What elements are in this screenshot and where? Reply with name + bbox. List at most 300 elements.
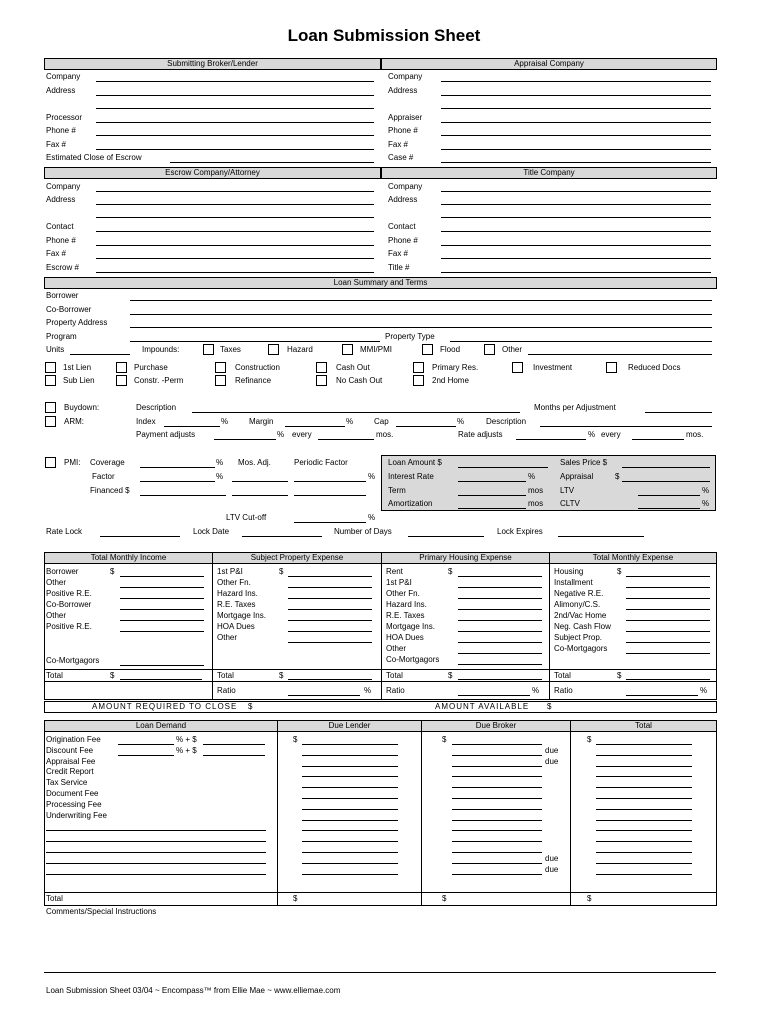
- number-days-label: Number of Days: [334, 527, 392, 536]
- due-broker-field[interactable]: [452, 852, 542, 853]
- housing-row-label: R.E. Taxes: [386, 611, 425, 620]
- demand-total-field[interactable]: [596, 852, 692, 853]
- demand-total-field[interactable]: [596, 798, 692, 799]
- units-label: Units: [46, 345, 65, 354]
- income-row-field[interactable]: [120, 609, 204, 610]
- appraisal-case-field[interactable]: [441, 162, 711, 163]
- factor-pct: %: [216, 472, 224, 481]
- subject-ratio-pct: %: [364, 686, 372, 695]
- housing-row-field[interactable]: [458, 620, 542, 621]
- flood-checkbox[interactable]: [422, 344, 433, 355]
- amortization-label: Amortization: [388, 499, 433, 508]
- housing-total-field[interactable]: [458, 679, 542, 680]
- units-field[interactable]: [70, 354, 130, 355]
- expense-row-label: Installment: [554, 578, 593, 587]
- subject-total-dollar: $: [279, 671, 284, 680]
- escrow-number-field[interactable]: [96, 272, 374, 273]
- demand-amt-field[interactable]: [203, 755, 265, 756]
- amortization-mos: mos: [528, 499, 544, 508]
- payment-pct: %: [277, 430, 285, 439]
- housing-row-field[interactable]: [458, 576, 542, 577]
- demand-total-field[interactable]: [596, 755, 692, 756]
- investment-checkbox[interactable]: [512, 362, 523, 373]
- escrow-phone-label: Phone #: [46, 236, 76, 245]
- pmi-checkbox[interactable]: [45, 457, 56, 468]
- sales-price-field[interactable]: [622, 467, 710, 468]
- due-broker-field[interactable]: [452, 820, 542, 821]
- ltv-label: LTV: [560, 486, 575, 495]
- title-address-field[interactable]: [441, 204, 711, 205]
- subject-row-field[interactable]: [288, 642, 372, 643]
- ltv-cutoff-label: LTV Cut-off: [226, 513, 267, 522]
- title-company-field[interactable]: [441, 191, 711, 192]
- cltv-label: CLTV: [560, 499, 580, 508]
- due-lender-field[interactable]: [302, 841, 398, 842]
- expense-row-label: Co-Mortgagors: [554, 644, 608, 653]
- loan-amount-field[interactable]: [458, 467, 548, 468]
- program-field[interactable]: [130, 341, 380, 342]
- income-row-label: Co-Borrower: [46, 600, 92, 609]
- mmi-checkbox[interactable]: [342, 344, 353, 355]
- index-label: Index: [136, 417, 156, 426]
- subject-row-field[interactable]: [288, 609, 372, 610]
- arm-checkbox[interactable]: [45, 416, 56, 427]
- mos-adj-field-2[interactable]: [232, 495, 288, 496]
- coverage-field[interactable]: [140, 467, 215, 468]
- refinance-checkbox[interactable]: [215, 375, 226, 386]
- escrow-company-label: Company: [46, 182, 81, 191]
- construction-checkbox[interactable]: [215, 362, 226, 373]
- due-lender-field[interactable]: [302, 852, 398, 853]
- due-marker: due: [545, 853, 559, 863]
- appraisal-fax-field[interactable]: [441, 149, 711, 150]
- housing-total-dollar: $: [448, 671, 453, 680]
- subject-row-label: 1st P&I: [217, 567, 243, 576]
- due-broker-field[interactable]: [452, 798, 542, 799]
- demand-pct-plus: % + $: [176, 745, 197, 755]
- broker-phone-label: Phone #: [46, 126, 76, 135]
- coborrower-field[interactable]: [130, 314, 712, 315]
- rate-lock-label: Rate Lock: [46, 527, 83, 536]
- due-lender-field[interactable]: [302, 863, 398, 864]
- expense-row-field[interactable]: [626, 620, 710, 621]
- demand-total-field[interactable]: [596, 787, 692, 788]
- due-lender-field[interactable]: [302, 755, 398, 756]
- expense-row-field[interactable]: [626, 653, 710, 654]
- housing-row-field[interactable]: [458, 587, 542, 588]
- property-address-label: Property Address: [46, 318, 108, 327]
- description2-field[interactable]: [540, 426, 712, 427]
- constr-perm-checkbox[interactable]: [116, 375, 127, 386]
- loan-demand-grid: [44, 720, 717, 906]
- housing-row-label: Hazard Ins.: [386, 600, 427, 609]
- subject-row-field[interactable]: [288, 631, 372, 632]
- lien1-label: 1st Lien: [63, 363, 92, 372]
- periodic-label: Periodic Factor: [294, 458, 348, 467]
- demand-total-field[interactable]: [596, 776, 692, 777]
- escrow-contact-field[interactable]: [96, 231, 374, 232]
- due-marker: due: [545, 745, 559, 755]
- expense-row-field[interactable]: [626, 576, 710, 577]
- title-address-label: Address: [388, 195, 418, 204]
- due-broker-field[interactable]: [452, 809, 542, 810]
- due-marker: due: [545, 864, 559, 874]
- description-field[interactable]: [192, 412, 520, 413]
- page-title: Loan Submission Sheet: [287, 26, 481, 45]
- appraisal-appraiser-field[interactable]: [441, 122, 711, 123]
- payment-mos-label: mos.: [376, 430, 394, 439]
- broker-company-label: Company: [46, 72, 81, 81]
- expense-total-dollar: $: [617, 671, 622, 680]
- ltv-cutoff-field[interactable]: [294, 522, 366, 523]
- demand-amt-field[interactable]: [203, 744, 265, 745]
- lock-date-field[interactable]: [242, 536, 322, 537]
- income-comortgagors-label: Co-Mortgagors: [46, 656, 100, 665]
- expense-row-label: Alimony/C.S.: [554, 600, 601, 609]
- escrow-header: Escrow Company/Attorney: [44, 167, 381, 179]
- demand-pct-field[interactable]: [118, 744, 174, 745]
- appraisal-phone-field[interactable]: [441, 135, 711, 136]
- housing-row-label: Rent: [386, 567, 403, 576]
- primary-checkbox[interactable]: [413, 362, 424, 373]
- due-lender-field[interactable]: [302, 830, 398, 831]
- due-broker-field[interactable]: [452, 787, 542, 788]
- demand-row-line[interactable]: [46, 852, 266, 853]
- subject-ratio-field[interactable]: [288, 695, 360, 696]
- buydown-label: Buydown:: [64, 403, 100, 412]
- broker-processor-field[interactable]: [96, 122, 374, 123]
- expense-row-label: Neg. Cash Flow: [554, 622, 611, 631]
- demand-total-field[interactable]: [596, 809, 692, 810]
- cashout-label: Cash Out: [336, 363, 370, 372]
- due-lender-field[interactable]: [302, 809, 398, 810]
- interest-field[interactable]: [458, 481, 526, 482]
- factor-label: Factor: [92, 472, 115, 481]
- construction-label: Construction: [235, 363, 280, 372]
- other-field[interactable]: [528, 354, 712, 355]
- subject-row-label: Hazard Ins.: [217, 589, 258, 598]
- refinance-label: Refinance: [235, 376, 272, 385]
- subject-row-label: Mortgage Ins.: [217, 611, 266, 620]
- interest-pct: %: [528, 472, 536, 481]
- interest-label: Interest Rate: [388, 472, 434, 481]
- demand-total-field[interactable]: [596, 744, 692, 745]
- demand-divider-1: [277, 720, 278, 906]
- income-row-label: Other: [46, 611, 67, 620]
- demand-row-line[interactable]: [46, 863, 266, 864]
- taxes-checkbox[interactable]: [203, 344, 214, 355]
- index-field[interactable]: [164, 426, 220, 427]
- due-broker-field[interactable]: [452, 776, 542, 777]
- periodic-field-2[interactable]: [294, 495, 366, 496]
- appraisal-appraiser-label: Appraiser: [388, 113, 423, 122]
- amortization-field[interactable]: [458, 508, 526, 509]
- demand-total-field[interactable]: [596, 820, 692, 821]
- subject-row-field[interactable]: [288, 587, 372, 588]
- financed-field[interactable]: [140, 495, 226, 496]
- escrow-fax-field[interactable]: [96, 258, 374, 259]
- borrower-field[interactable]: [130, 300, 712, 301]
- title-number-label: Title #: [388, 263, 410, 272]
- margin-pct: %: [346, 417, 354, 426]
- property-type-label: Property Type: [385, 332, 435, 341]
- index-pct: %: [221, 417, 229, 426]
- nocash-label: No Cash Out: [336, 376, 383, 385]
- appraisal-value-field[interactable]: [622, 481, 710, 482]
- appraisal-address-field-2[interactable]: [441, 108, 711, 109]
- hazard-label: Hazard: [287, 345, 313, 354]
- expense-row-field[interactable]: [626, 587, 710, 588]
- comments-area[interactable]: [44, 918, 717, 968]
- due-lender-field[interactable]: [302, 776, 398, 777]
- term-field[interactable]: [458, 495, 526, 496]
- expense-row-field[interactable]: [626, 598, 710, 599]
- primary-label: Primary Res.: [432, 363, 479, 372]
- expense-row-label: Negative R.E.: [554, 589, 604, 598]
- broker-address-field-2[interactable]: [96, 108, 374, 109]
- reduced-checkbox[interactable]: [606, 362, 617, 373]
- income-row-label: Other: [46, 578, 67, 587]
- housing-row-label: Other Fn.: [386, 589, 420, 598]
- appraisal-dollar: $: [615, 472, 620, 481]
- demand-row-label: Processing Fee: [46, 799, 102, 809]
- rate-adjusts-label: Rate adjusts: [458, 430, 503, 439]
- due-lender-field[interactable]: [302, 787, 398, 788]
- income-comortgagors-field[interactable]: [120, 665, 204, 666]
- footer-text: Loan Submission Sheet 03/04 ~ Encompass™ from Ellie Mae ~ www.elliemae.com: [46, 986, 341, 995]
- expense-ratio-pct: %: [700, 686, 708, 695]
- expense-row-label: 2nd/Vac Home: [554, 611, 607, 620]
- lock-expires-label: Lock Expires: [497, 527, 543, 536]
- demand-total-field[interactable]: [596, 766, 692, 767]
- due-broker-field[interactable]: [452, 874, 542, 875]
- due-broker-field[interactable]: [452, 863, 542, 864]
- purchase-checkbox[interactable]: [116, 362, 127, 373]
- payment-every-field[interactable]: [318, 439, 374, 440]
- mos-adj-field[interactable]: [232, 481, 288, 482]
- income-total-dollar: $: [110, 671, 115, 680]
- appraisal-phone-label: Phone #: [388, 126, 418, 135]
- periodic-field[interactable]: [294, 481, 366, 482]
- subject-row-label: R.E. Taxes: [217, 600, 256, 609]
- title-phone-field[interactable]: [441, 245, 711, 246]
- broker-address-field[interactable]: [96, 95, 374, 96]
- subject-row-field[interactable]: [288, 576, 372, 577]
- housing-ratio-label: Ratio: [386, 686, 405, 695]
- demand-total-header: Total: [570, 720, 717, 732]
- income-row-field[interactable]: [120, 620, 204, 621]
- housing-row-label: HOA Dues: [386, 633, 424, 642]
- rate-mos-label: mos.: [686, 430, 704, 439]
- ltv-pct: %: [702, 486, 710, 495]
- cap-label: Cap: [374, 417, 389, 426]
- months-adj-label: Months per Adjustment: [534, 403, 616, 412]
- due-broker-field[interactable]: [452, 766, 542, 767]
- broker-close-field[interactable]: [170, 162, 374, 163]
- due-broker-field[interactable]: [452, 830, 542, 831]
- subject-row-field[interactable]: [288, 620, 372, 621]
- cltv-pct: %: [702, 499, 710, 508]
- second-home-checkbox[interactable]: [413, 375, 424, 386]
- due-lender-field[interactable]: [302, 820, 398, 821]
- lender-total-dollar: $: [293, 894, 298, 903]
- demand-row-label: Appraisal Fee: [46, 756, 96, 766]
- hazard-checkbox[interactable]: [268, 344, 279, 355]
- broker-fax-field[interactable]: [96, 149, 374, 150]
- sublien-checkbox[interactable]: [45, 375, 56, 386]
- ltv-field[interactable]: [638, 495, 700, 496]
- coverage-pct: %: [216, 458, 224, 467]
- nocash-checkbox[interactable]: [316, 375, 327, 386]
- coverage-label: Coverage: [90, 458, 125, 467]
- broker-dollar: $: [442, 735, 447, 744]
- income-row-field[interactable]: [120, 587, 204, 588]
- amount-required-dollar: $: [248, 702, 253, 711]
- appraisal-case-label: Case #: [388, 153, 414, 162]
- loan-amount-label: Loan Amount $: [388, 458, 442, 467]
- appraisal-address-field[interactable]: [441, 95, 711, 96]
- broker-phone-field[interactable]: [96, 135, 374, 136]
- ltv-cutoff-pct: %: [368, 513, 376, 522]
- lender-dollar: $: [293, 735, 298, 744]
- appraisal-header: Appraisal Company: [381, 58, 717, 70]
- expense-ratio-field[interactable]: [626, 695, 698, 696]
- expense-row-field[interactable]: [626, 609, 710, 610]
- housing-ratio-pct: %: [532, 686, 540, 695]
- rate-every-label: every: [601, 430, 621, 439]
- demand-total-row: [44, 892, 717, 906]
- due-broker-field[interactable]: [452, 841, 542, 842]
- factor-field[interactable]: [140, 481, 215, 482]
- housing-row-field[interactable]: [458, 631, 542, 632]
- demand-row-line[interactable]: [46, 841, 266, 842]
- housing-row-label: Mortgage Ins.: [386, 622, 435, 631]
- demand-pct-field[interactable]: [118, 755, 174, 756]
- margin-field[interactable]: [285, 426, 345, 427]
- demand-total-label: Total: [46, 894, 63, 903]
- months-adj-field[interactable]: [645, 412, 712, 413]
- due-lender-field[interactable]: [302, 798, 398, 799]
- arm-label: ARM:: [64, 417, 84, 426]
- due-lender-header: Due Lender: [277, 720, 422, 732]
- pmi-label: PMI:: [64, 458, 81, 467]
- second-home-label: 2nd Home: [432, 376, 469, 385]
- demand-total-field[interactable]: [596, 874, 692, 875]
- amount-available-label: AMOUNT AVAILABLE: [435, 702, 530, 711]
- number-days-field[interactable]: [408, 536, 484, 537]
- subject-total-field[interactable]: [288, 679, 372, 680]
- income-total-field[interactable]: [120, 679, 202, 680]
- property-type-field[interactable]: [450, 341, 712, 342]
- housing-row-field[interactable]: [458, 664, 542, 665]
- housing-row-field[interactable]: [458, 653, 542, 654]
- income-row-field[interactable]: [120, 631, 204, 632]
- housing-row-label: Other: [386, 644, 407, 653]
- income-row-field[interactable]: [120, 598, 204, 599]
- title-company-label: Company: [388, 182, 423, 191]
- other-checkbox[interactable]: [484, 344, 495, 355]
- subject-row-field[interactable]: [288, 598, 372, 599]
- subject-row-dollar: $: [279, 567, 284, 576]
- escrow-phone-field[interactable]: [96, 245, 374, 246]
- investment-label: Investment: [533, 363, 573, 372]
- margin-label: Margin: [249, 417, 274, 426]
- housing-row-label: 1st P&I: [386, 578, 412, 587]
- mmi-label: MMI/PMI: [360, 345, 392, 354]
- housing-header: Primary Housing Expense: [381, 552, 550, 564]
- summary-header: Loan Summary and Terms: [44, 277, 717, 289]
- escrow-address-field-2[interactable]: [96, 217, 374, 218]
- escrow-company-field[interactable]: [96, 191, 374, 192]
- lien1-checkbox[interactable]: [45, 362, 56, 373]
- cap-field[interactable]: [396, 426, 456, 427]
- subject-row-label: Other Fn.: [217, 578, 251, 587]
- cltv-field[interactable]: [638, 508, 700, 509]
- due-lender-field[interactable]: [302, 766, 398, 767]
- housing-row-field[interactable]: [458, 598, 542, 599]
- housing-row-field[interactable]: [458, 642, 542, 643]
- due-broker-field[interactable]: [452, 744, 542, 745]
- expense-row-field[interactable]: [626, 631, 710, 632]
- demand-row-line[interactable]: [46, 830, 266, 831]
- demand-total-field[interactable]: [596, 841, 692, 842]
- sales-price-label: Sales Price $: [560, 458, 608, 467]
- title-contact-field[interactable]: [441, 231, 711, 232]
- rate-adjusts-field[interactable]: [516, 439, 586, 440]
- broker-close-label: Estimated Close of Escrow: [46, 153, 142, 162]
- housing-ratio-field[interactable]: [458, 695, 530, 696]
- payment-adjusts-field[interactable]: [214, 439, 276, 440]
- amount-available-dollar: $: [547, 702, 552, 711]
- rate-every-field[interactable]: [632, 439, 684, 440]
- title-number-field[interactable]: [441, 272, 711, 273]
- subject-header: Subject Property Expense: [212, 552, 382, 564]
- demand-row-line[interactable]: [46, 874, 266, 875]
- broker-processor-label: Processor: [46, 113, 83, 122]
- property-address-field[interactable]: [130, 327, 712, 328]
- borrower-label: Borrower: [46, 291, 79, 300]
- sublien-label: Sub Lien: [63, 376, 95, 385]
- expense-row-label: Subject Prop.: [554, 633, 603, 642]
- appraisal-company-field[interactable]: [441, 81, 711, 82]
- escrow-address-field[interactable]: [96, 204, 374, 205]
- demand-total-field[interactable]: [596, 830, 692, 831]
- payment-adjusts-label: Payment adjusts: [136, 430, 196, 439]
- footer-rule: [44, 972, 716, 973]
- income-row-field[interactable]: [120, 576, 204, 577]
- other-label: Other: [502, 345, 523, 354]
- due-lender-field[interactable]: [302, 744, 398, 745]
- housing-row-field[interactable]: [458, 609, 542, 610]
- title-fax-field[interactable]: [441, 258, 711, 259]
- broker-company-field[interactable]: [96, 81, 374, 82]
- rate-lock-field[interactable]: [100, 536, 180, 537]
- due-marker: due: [545, 756, 559, 766]
- due-lender-field[interactable]: [302, 874, 398, 875]
- due-broker-field[interactable]: [452, 755, 542, 756]
- expense-total-field[interactable]: [626, 679, 710, 680]
- appraisal-company-label: Company: [388, 72, 423, 81]
- cashout-checkbox[interactable]: [316, 362, 327, 373]
- lock-expires-field[interactable]: [558, 536, 644, 537]
- buydown-checkbox[interactable]: [45, 402, 56, 413]
- expense-row-field[interactable]: [626, 642, 710, 643]
- subject-total-label: Total: [217, 671, 234, 680]
- income-header: Total Monthly Income: [44, 552, 213, 564]
- demand-total-field[interactable]: [596, 863, 692, 864]
- title-address-field-2[interactable]: [441, 217, 711, 218]
- escrow-number-label: Escrow #: [46, 263, 79, 272]
